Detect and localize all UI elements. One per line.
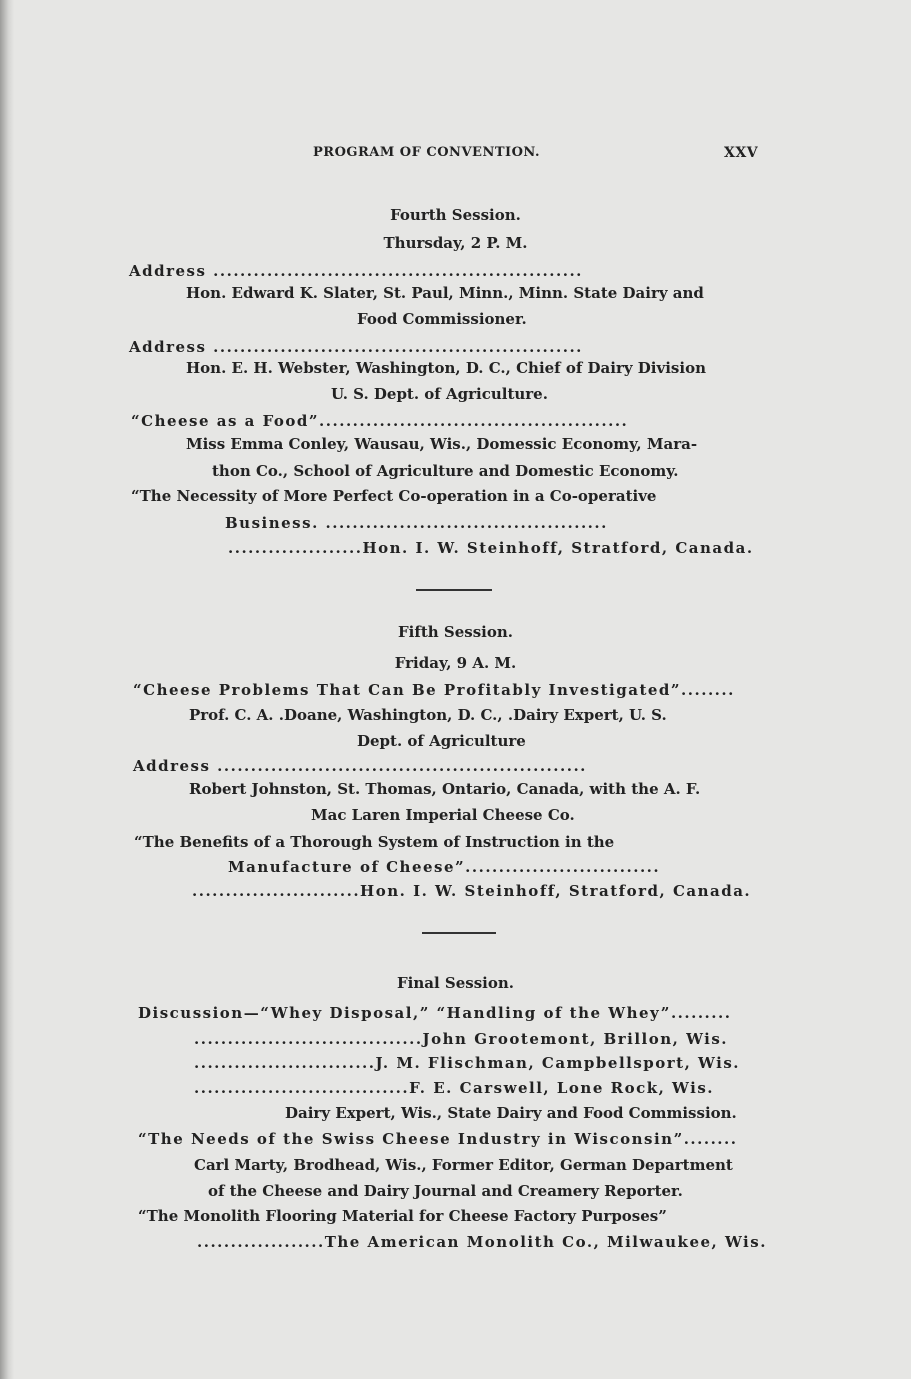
program-line: Hon. E. H. Webster, Washington, D. C., Chief of Dairy Division bbox=[186, 359, 706, 377]
session-time: Thursday, 2 P. M. bbox=[383, 234, 528, 252]
program-line: Discussion—“Whey Disposal,” “Handling of the Whey”......... bbox=[138, 1004, 732, 1022]
program-line: “Cheese as a Food”.............................................. bbox=[131, 412, 629, 430]
section-divider bbox=[416, 589, 492, 591]
program-line: U. S. Dept. of Agriculture. bbox=[331, 385, 548, 403]
program-line: Business. .......................................... bbox=[225, 514, 608, 532]
program-line: Prof. C. A. .Doane, Washington, D. C., .Dairy Expert, U. S. bbox=[189, 706, 667, 724]
program-line: ...........................J. M. Flischman, Campbellsport, Wis. bbox=[194, 1054, 741, 1072]
program-line: ..................................John Grootemont, Brillon, Wis. bbox=[194, 1030, 729, 1048]
section-divider bbox=[422, 932, 496, 934]
program-line: ...................The American Monolith Co., Milwaukee, Wis. bbox=[197, 1233, 767, 1251]
program-line: Food Commissioner. bbox=[357, 310, 527, 328]
running-title: PROGRAM OF CONVENTION. bbox=[313, 145, 540, 160]
program-line: Address ....................................................... bbox=[129, 262, 583, 280]
session-title: Fifth Session. bbox=[398, 623, 513, 641]
program-line: .........................Hon. I. W. Steinhoff, Stratford, Canada. bbox=[192, 882, 752, 900]
program-line: Dairy Expert, Wis., State Dairy and Food Commission. bbox=[285, 1104, 737, 1122]
program-line: of the Cheese and Dairy Journal and Creamery Reporter. bbox=[208, 1182, 683, 1200]
program-line: Dept. of Agriculture bbox=[357, 732, 526, 750]
program-line: “Cheese Problems That Can Be Profitably Investigated”........ bbox=[133, 681, 735, 699]
program-line: “The Needs of the Swiss Cheese Industry in Wisconsin”........ bbox=[138, 1130, 738, 1148]
program-line: Miss Emma Conley, Wausau, Wis., Domessic Economy, Mara- bbox=[186, 435, 698, 453]
session-title: Final Session. bbox=[397, 974, 514, 992]
program-line: Address ....................................................... bbox=[129, 338, 583, 356]
session-time: Friday, 9 A. M. bbox=[394, 654, 517, 672]
program-line: “The Necessity of More Perfect Co-operation in a Co-operative bbox=[131, 487, 657, 505]
session-title: Fourth Session. bbox=[390, 206, 521, 224]
program-line: ................................F. E. Carswell, Lone Rock, Wis. bbox=[194, 1079, 714, 1097]
program-line: “The Benefits of a Thorough System of Instruction in the bbox=[134, 833, 615, 851]
program-line: “The Monolith Flooring Material for Cheese Factory Purposes” bbox=[138, 1207, 667, 1225]
page-number: XXV bbox=[724, 145, 759, 161]
program-line: Carl Marty, Brodhead, Wis., Former Editor, German Department bbox=[194, 1156, 733, 1174]
program-line: Mac Laren Imperial Cheese Co. bbox=[311, 806, 575, 824]
program-line: Hon. Edward K. Slater, St. Paul, Minn., Minn. State Dairy and bbox=[186, 284, 704, 302]
program-line: Robert Johnston, St. Thomas, Ontario, Canada, with the A. F. bbox=[189, 780, 701, 798]
program-line: ....................Hon. I. W. Steinhoff, Stratford, Canada. bbox=[228, 539, 754, 557]
program-line: Manufacture of Cheese”............................. bbox=[228, 858, 661, 876]
program-line: thon Co., School of Agriculture and Domestic Economy. bbox=[212, 462, 679, 480]
program-line: Address ....................................................... bbox=[133, 757, 587, 775]
